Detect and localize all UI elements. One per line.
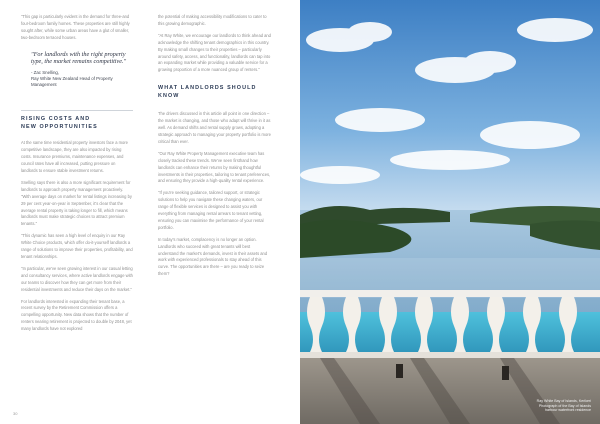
caption-line-3: harbour waterfront residence [545, 408, 591, 413]
heading-line-2: NEW OPPORTUNITIES [21, 124, 98, 131]
body-paragraph: In today's market, complacency is no longer an option. Landlords who succeed with great tenants will best understand the market's demands, invest in their assets and work with experienced professionals to stay ahead of this curve. The opportunities are there – are you ready to seize them? [158, 236, 268, 277]
caption-line-1: Ray White Bay of Islands, Kerikeri [536, 399, 591, 404]
property-photo [300, 0, 600, 424]
heading-line-1: RISING COSTS AND [21, 116, 91, 123]
section-heading-what-landlords-should-know: WHAT LANDLORDS SHOULD KNOW [158, 85, 257, 100]
body-paragraph: "At Ray White, we encourage our landlords to think ahead and acknowledge the shifting tenant demographics in this country. By making small changes to their properties – particularly around safety, access, and functionality, landlords can tap into an expanding market while providing a valuable service for a growing proportion of a more nuanced group of renters." [158, 32, 271, 73]
intro-paragraph: "This gap is particularly evident in the demand for three-and four-bedroom family homes. These properties are still highly sought after, while some urban areas have a glut of smaller, two-bedroom terraced houses. [21, 14, 130, 40]
body-paragraph: For landlords interested in expanding their tenant base, a recent survey by the Retirement Commission offers a compelling opportunity. New data shows that the number of renters nearing retirement is projected to double by 2048, yet many landlords have not explored [21, 298, 132, 332]
pullquote-attribution-title: Ray White New Zealand Head of Property Management [31, 75, 113, 87]
balustrade-base [300, 352, 600, 358]
page-number: 30 [13, 411, 18, 416]
body-paragraph: "This dynamic has seen a high level of enquiry in our Ray White Choice products, which offer do-it-yourself landlords a range of solutions to improve their properties, profitability, and tenant relationships. [21, 233, 133, 259]
section-divider [21, 110, 133, 111]
left-text-column [21, 14, 133, 338]
body-paragraph: the potential of making accessibility modifications to cater to this growing demographic. [158, 14, 267, 26]
caption-line-2: Photograph of the Bay of Islands [538, 403, 591, 408]
body-paragraph: The drivers discussed in this article all point in one direction – the market is changing, and those who adapt will thrive in it as well. As demand shifts and rental supply grows, adopting a strategic approach to managing your property portfolio is more critical than ever. [158, 111, 271, 144]
body-paragraph: At the same time residential property investors face a more competitive landscape, they are also impacted by rising costs. Insurance premiums, maintenance expenses, and council rates have all increased, putting pressure on landlords to ensure stable investment returns. [21, 140, 128, 174]
pullquote [31, 51, 133, 88]
body-paragraph: Snelling says there is also a more significant requirement for landlords to approach property management proactively. "With average days on market for rental listings increasing by 29 per cent year-on-year in September, it's clear that the average rental property is taking longer to fill, which means landlords must make strategic choices to attract premium tenants." [21, 179, 132, 227]
balustrade-rail [300, 290, 600, 297]
pullquote-attribution-name: - Zac Snelling, [31, 69, 60, 75]
photo-caption [513, 399, 591, 413]
body-paragraph: "Our Ray White Property Management executive team has closely tracked these trends. We've seen firsthand how landlords can enhance their returns by making thoughtful investments in their properties, tailoring to tenant preferences, and ensuring they provide a high-quality rental experience. [158, 150, 271, 184]
pullquote-text: "For landlords with the right property type, the market remains competitive." [31, 50, 127, 66]
bay-view-illustration [300, 0, 600, 424]
body-paragraph: "If you're seeking guidance, tailored support, or strategic solutions to help you navigate these changing waters, our range of flexible services is designed to assist you with everything from managing rental arrears to tenant vetting, ensuring you can maximise the performance of your rental portfolio. [158, 190, 264, 230]
right-text-column [158, 14, 271, 283]
section-heading-rising-costs [21, 115, 133, 131]
body-paragraph: "In particular, we've seen growing interest in our casual letting and consultancy services, where active landlords engage with our teams to discover how they can get more from their residential investments and reduce their days on the market." [21, 265, 133, 292]
